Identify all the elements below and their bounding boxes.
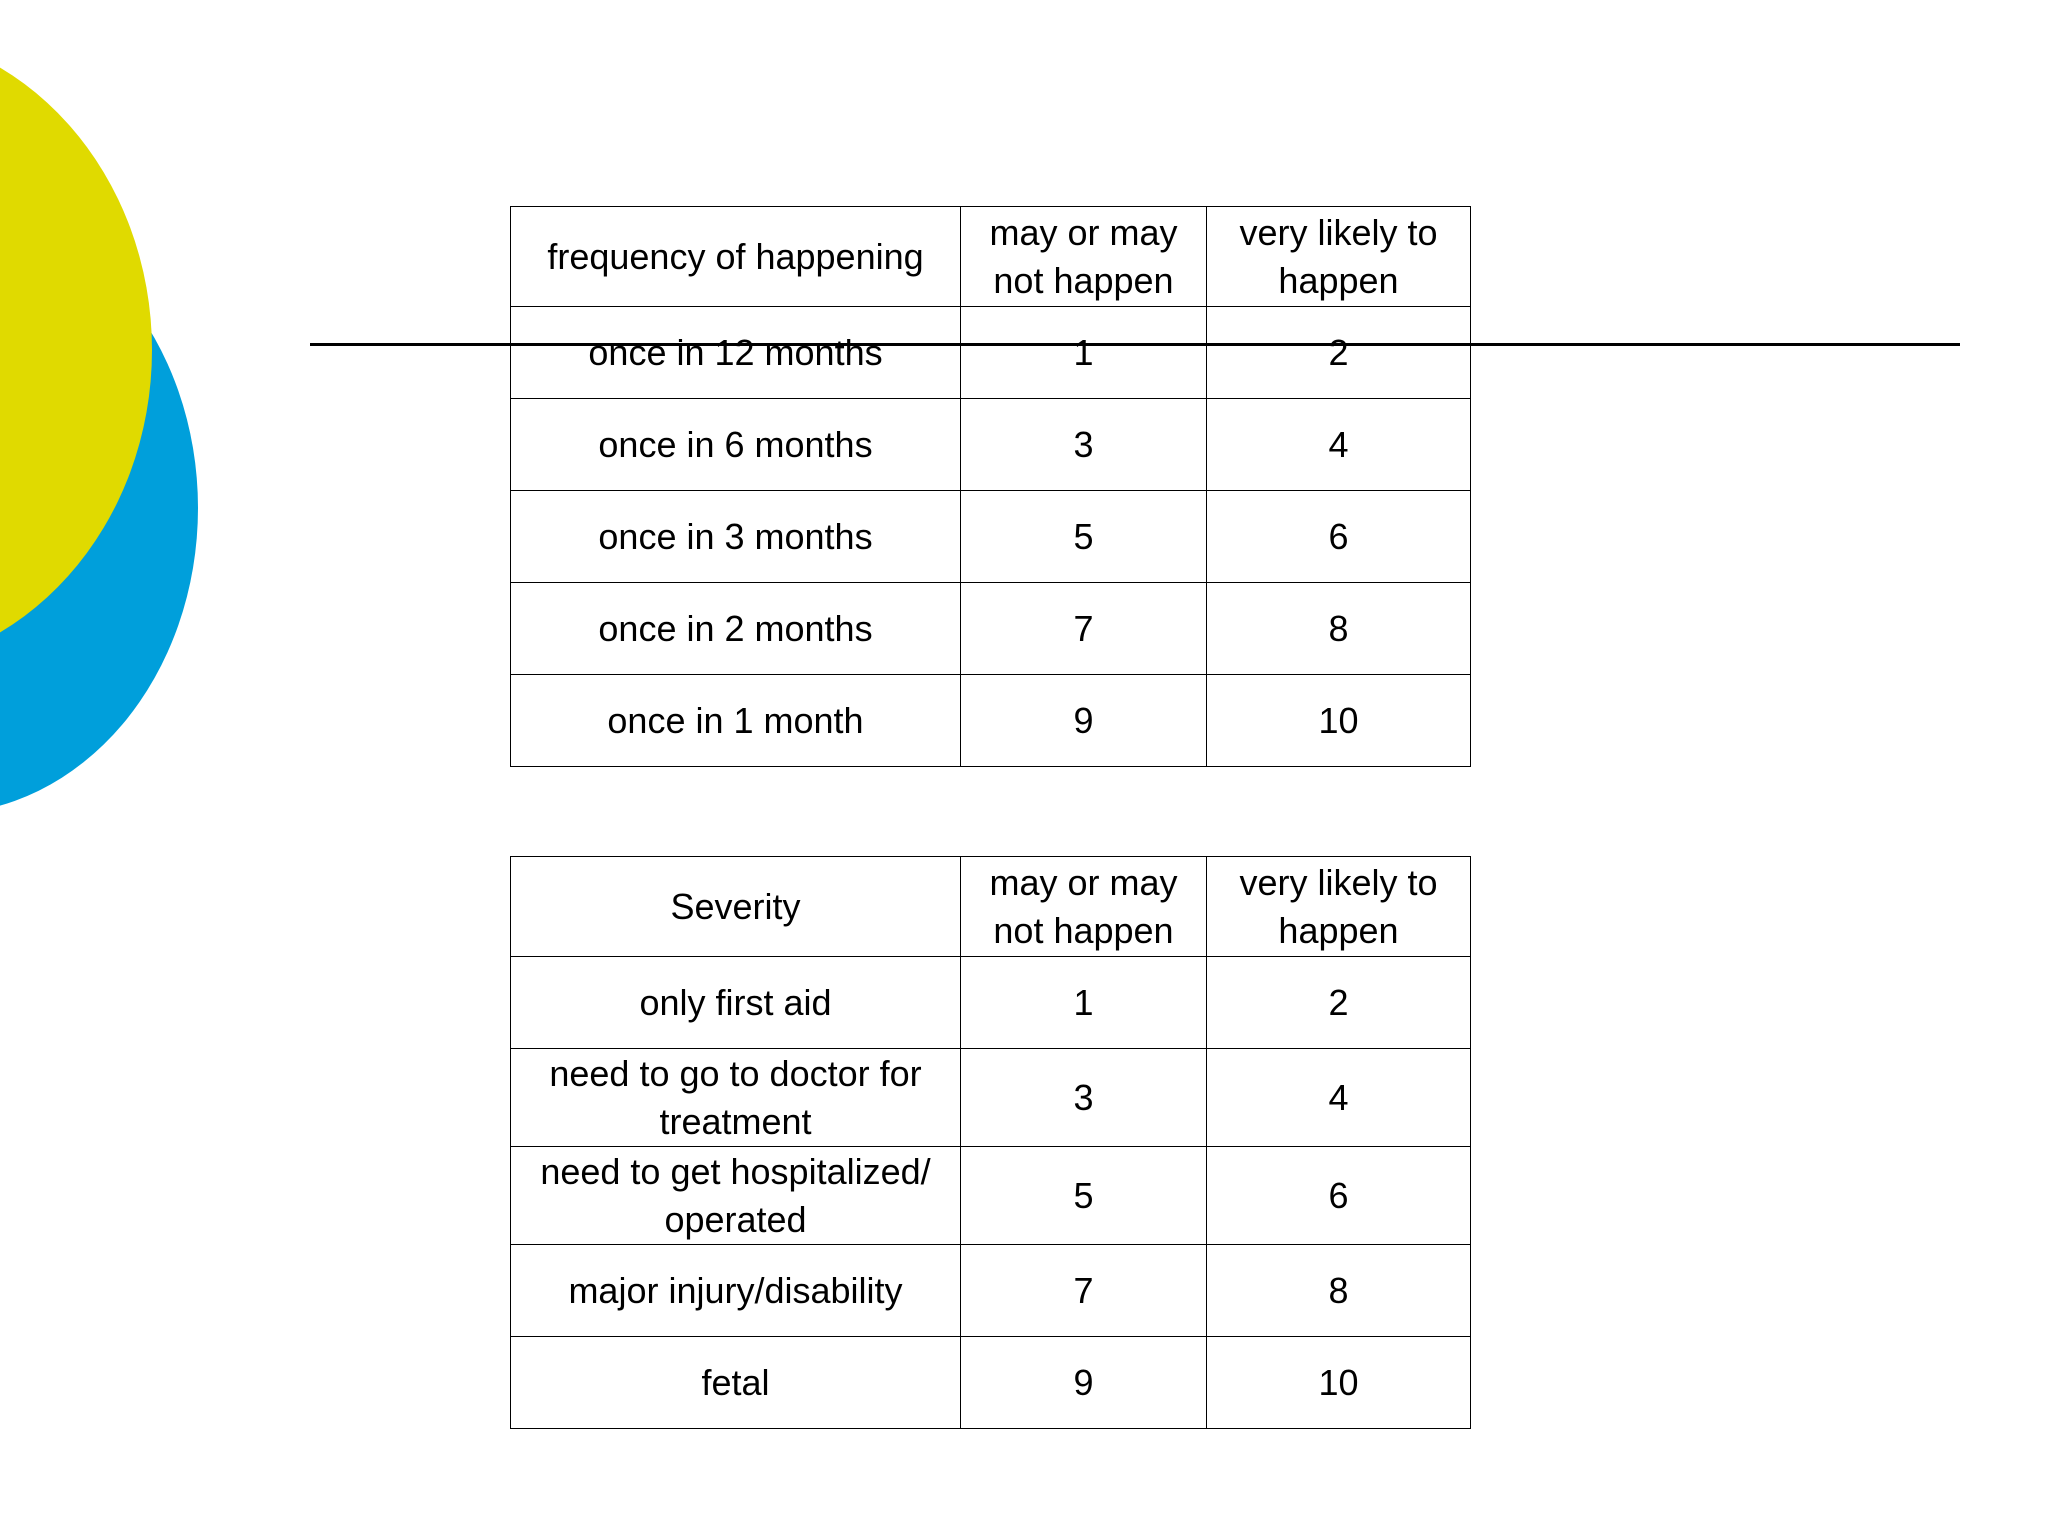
table-row bbox=[511, 399, 1471, 491]
score-may: 7 bbox=[961, 1245, 1207, 1337]
score-may: 3 bbox=[961, 1049, 1207, 1147]
score-likely: 2 bbox=[1207, 957, 1471, 1049]
score-may: 5 bbox=[961, 491, 1207, 583]
severity-label: fetal bbox=[511, 1337, 961, 1429]
table-row bbox=[511, 1049, 1471, 1147]
severity-label: major injury/disability bbox=[511, 1245, 961, 1337]
score-may: 1 bbox=[961, 957, 1207, 1049]
table-row bbox=[511, 307, 1471, 399]
table-row bbox=[511, 1337, 1471, 1429]
score-likely: 6 bbox=[1207, 491, 1471, 583]
frequency-label: once in 2 months bbox=[511, 583, 961, 675]
score-may: 1 bbox=[961, 307, 1207, 399]
decorative-circles bbox=[0, 0, 260, 820]
horizontal-rule bbox=[310, 343, 1960, 346]
severity-label: need to get hospitalized/ operated bbox=[511, 1147, 961, 1245]
frequency-label: once in 3 months bbox=[511, 491, 961, 583]
frequency-label: once in 6 months bbox=[511, 399, 961, 491]
score-likely: 8 bbox=[1207, 1245, 1471, 1337]
score-may: 7 bbox=[961, 583, 1207, 675]
table-row bbox=[511, 583, 1471, 675]
score-may: 9 bbox=[961, 1337, 1207, 1429]
header-very-likely: very likely to happen bbox=[1207, 857, 1471, 957]
score-may: 5 bbox=[961, 1147, 1207, 1245]
frequency-label: once in 1 month bbox=[511, 675, 961, 767]
header-may-or-may-not: may or may not happen bbox=[961, 207, 1207, 307]
table-row bbox=[511, 491, 1471, 583]
table-row bbox=[511, 675, 1471, 767]
severity-label: need to go to doctor for treatment bbox=[511, 1049, 961, 1147]
frequency-label: once in 12 months bbox=[511, 307, 961, 399]
score-likely: 6 bbox=[1207, 1147, 1471, 1245]
score-likely: 4 bbox=[1207, 1049, 1471, 1147]
table-row bbox=[511, 1245, 1471, 1337]
table-row bbox=[511, 957, 1471, 1049]
score-likely: 2 bbox=[1207, 307, 1471, 399]
score-may: 3 bbox=[961, 399, 1207, 491]
score-may: 9 bbox=[961, 675, 1207, 767]
table-row bbox=[511, 1147, 1471, 1245]
table-header-row bbox=[511, 207, 1471, 307]
score-likely: 10 bbox=[1207, 675, 1471, 767]
score-likely: 8 bbox=[1207, 583, 1471, 675]
score-likely: 4 bbox=[1207, 399, 1471, 491]
header-frequency: frequency of happening bbox=[511, 207, 961, 307]
score-likely: 10 bbox=[1207, 1337, 1471, 1429]
severity-table bbox=[510, 856, 1471, 1429]
table-header-row bbox=[511, 857, 1471, 957]
header-may-or-may-not: may or may not happen bbox=[961, 857, 1207, 957]
frequency-table bbox=[510, 206, 1471, 767]
header-severity: Severity bbox=[511, 857, 961, 957]
header-very-likely: very likely to happen bbox=[1207, 207, 1471, 307]
severity-label: only first aid bbox=[511, 957, 961, 1049]
